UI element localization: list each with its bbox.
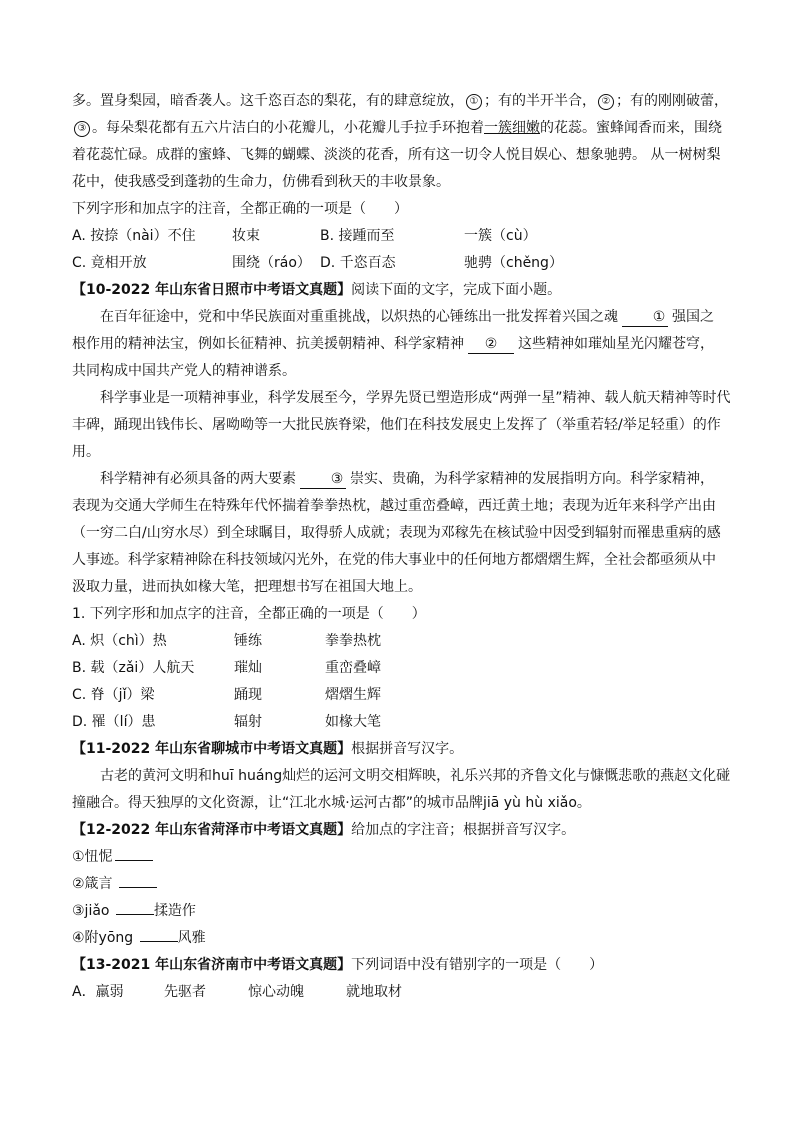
passage-line: 在百年征途中，党和中华民族面对重重挑战，以炽热的心锤练出一批发挥着兴国之魂 ① 强国之 — [100, 309, 714, 325]
question-13 — [72, 952, 718, 1006]
question-header: 【11-2022 年山东省聊城市中考语文真题】根据拼音写汉字。 — [72, 741, 464, 757]
passage-line: ③ 。每朵梨花都有五六片洁白的小花瓣儿，小花瓣儿手拉手环抱着一簇细嫩的花蕊。蜜蜂闻香而来，围绕 — [72, 115, 718, 142]
answer-blank[interactable] — [116, 900, 154, 915]
passage-line: 汲取力量，进而执如椽大笔，把理想书写在祖国大地上。 — [72, 579, 422, 595]
passage-line: 多。置身梨园，暗香袭人。这千恣百态的梨花，有的肆意绽放， ① ；有的半开半合， ② ；有的刚刚破蕾， — [72, 93, 728, 109]
option-d[interactable]: D. 千恣百态 — [320, 255, 396, 271]
answer-blank[interactable] — [140, 927, 178, 942]
passage-line: 撞融合。得天独厚的文化资源，让“江北水城·运河古都”的城市品牌jiā yù hù xiǎo。 — [72, 795, 591, 811]
passage-line: 表现为交通大学师生在特殊年代怀揣着拳拳热枕，越过重峦叠嶂，西迁黄土地；表现为近年来科学产出由 — [72, 498, 716, 514]
passage-line: 共同构成中国共产党人的精神谱系。 — [72, 363, 296, 379]
question-stem: 1. 下列字形和加点字的注音，全都正确的一项是（ ） — [72, 606, 426, 622]
question-stem: 下列字形和加点字的注音，全都正确的一项是（ ） — [72, 201, 408, 217]
underlined-phrase: 一簇细嫩 — [484, 120, 540, 136]
blank-marker-3: ③ — [74, 121, 90, 137]
answer-item-1: ①忸怩 — [72, 844, 718, 871]
options-list — [72, 628, 718, 736]
passage-line: 用。 — [72, 444, 100, 460]
passage-line: 古老的黄河文明和huī huáng灿烂的运河文明交相辉映，礼乐兴邦的齐鲁文化与慷慨悲歌的燕赵文化碰 — [100, 768, 731, 784]
passage-line: 科学精神有必须具备的两大要素 ③ 崇实、贵确，为科学家精神的发展指明方向。科学家精神， — [100, 471, 714, 487]
question-header: 【13-2021 年山东省济南市中考语文真题】下列词语中没有错别字的一项是（ ） — [72, 957, 604, 973]
option-row-ab: A. 按捺（nài）不住 妆束 B. 接踵而至 一簇（cù） — [72, 223, 718, 250]
option-row-cd: C. 竟相开放 围绕（ráo） D. 千恣百态 驰骋（chěng） — [72, 250, 718, 277]
passage-line: 花中，使我感受到蓬勃的生命力，仿佛看到秋天的丰收景象。 — [72, 174, 450, 190]
answer-blank[interactable] — [115, 846, 153, 861]
option-d[interactable]: D. 罹（lí）患 辐射 如椽大笔 — [72, 714, 381, 730]
question-header: 【10-2022 年山东省日照市中考语文真题】阅读下面的文字，完成下面小题。 — [72, 282, 562, 298]
fill-blank-3[interactable]: ③ — [300, 470, 346, 489]
blank-marker-1: ① — [466, 94, 482, 110]
question-source: 【10-2022 年山东省日照市中考语文真题】 — [72, 282, 352, 298]
option-a[interactable]: A. 炽（chì）热 锤练 拳拳热枕 — [72, 633, 381, 649]
question-source: 【11-2022 年山东省聊城市中考语文真题】 — [72, 741, 352, 757]
passage-line: 根作用的精神法宝，例如长征精神、抗美援朝精神、科学家精神 ② 这些精神如璀灿星光闪耀苍穹， — [72, 336, 714, 352]
question-source: 【12-2022 年山东省菏泽市中考语文真题】 — [72, 822, 352, 838]
question-header: 【12-2022 年山东省菏泽市中考语文真题】给加点的字注音；根据拼音写汉字。 — [72, 822, 576, 838]
passage-line: （一穷二白/山穷水尽）到全球瞩目，取得骄人成就；表现为邓稼先在核试验中因受到辐射而罹患重病的感 — [72, 525, 721, 541]
option-a[interactable]: A. 按捺（nài）不住 — [72, 228, 196, 244]
blank-marker-2: ② — [598, 94, 614, 110]
option-b[interactable]: B. 载（zǎi）人航天 璀灿 重峦叠嶂 — [72, 660, 381, 676]
option-a[interactable]: A．羸弱 先驱者 惊心动魄 就地取材 — [72, 984, 402, 1000]
answer-item-2: ②箴言 — [72, 871, 718, 898]
question-source: 【13-2021 年山东省济南市中考语文真题】 — [72, 957, 352, 973]
passage-line: 着花蕊忙碌。成群的蜜蜂、飞舞的蝴蝶、淡淡的花香，所有这一切令人悦目娱心、想象驰骋。 从一树树梨 — [72, 147, 721, 163]
option-c[interactable]: C. 竟相开放 — [72, 255, 147, 271]
question-11 — [72, 736, 731, 817]
answer-item-4: ④附yōng 风雅 — [72, 925, 718, 952]
answer-item-3: ③jiǎo 揉造作 — [72, 898, 718, 925]
option-c[interactable]: C. 脊（jǐ）梁 踊现 熠熠生辉 — [72, 687, 381, 703]
fill-blank-2[interactable]: ② — [468, 335, 514, 354]
question-12 — [72, 817, 718, 952]
option-b[interactable]: B. 接踵而至 — [320, 228, 395, 244]
question-10 — [72, 277, 731, 736]
passage-line: 人事迹。科学家精神除在科技领域闪光外，在党的伟大事业中的任何地方都熠熠生辉，全社会都亟须从中 — [72, 552, 716, 568]
passage-pear-blossom — [72, 88, 728, 277]
answer-blank[interactable] — [119, 873, 157, 888]
passage-line: 科学事业是一项精神事业，科学发展至今，学界先贤已塑造形成“两弹一星”精神、载人航天精神等时代 — [100, 390, 731, 406]
passage-line: 丰碑，踊现出钱伟长、屠呦呦等一大批民族脊梁，他们在科技发展史上发挥了（举重若轻/举足轻重）的作 — [72, 417, 721, 433]
fill-blank-1[interactable]: ① — [622, 308, 668, 327]
